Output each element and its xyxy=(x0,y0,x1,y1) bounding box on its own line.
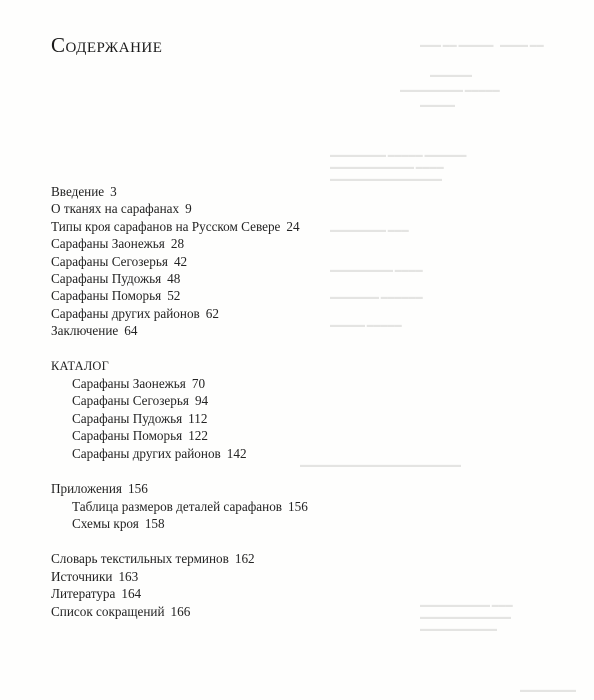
entry-page: 94 xyxy=(194,393,209,409)
entry-page: 156 xyxy=(128,481,148,497)
entry-page: 163 xyxy=(118,568,139,584)
entry-label: Сарафаны Пудожья xyxy=(72,410,183,426)
show-through: ▬▬▬▬▬ ▬▬▬▬▬ xyxy=(330,321,402,329)
entry-page: 48 xyxy=(167,271,181,287)
entry-label: Сарафаны Сегозерья xyxy=(51,253,168,269)
entry-label: Сарафаны Заонежья xyxy=(51,236,165,252)
toc-entry[interactable] xyxy=(51,270,308,287)
show-through: ▬▬▬▬▬▬▬ ▬▬▬▬▬▬ xyxy=(330,293,423,301)
entry-page: 158 xyxy=(144,515,165,531)
toc-entry[interactable] xyxy=(51,515,308,532)
toc-end-group xyxy=(51,550,308,620)
toc-entry[interactable] xyxy=(51,375,308,392)
toc-entry[interactable] xyxy=(51,585,308,602)
entry-page: 70 xyxy=(191,376,206,392)
entry-page: 142 xyxy=(226,445,247,461)
entry-label: Сарафаны Поморья xyxy=(51,288,162,304)
toc-section-heading[interactable]: КАТАЛОГ xyxy=(51,358,109,373)
show-through: ▬▬▬▬▬▬▬▬▬▬▬▬▬ xyxy=(420,613,511,621)
toc-entry[interactable] xyxy=(51,603,308,620)
show-through: ▬▬▬▬▬▬▬▬▬▬▬▬ ▬▬▬▬ xyxy=(330,163,444,171)
toc-entry[interactable] xyxy=(51,568,308,585)
entry-label: Сарафаны Пудожья xyxy=(51,271,162,287)
toc-entry[interactable] xyxy=(51,183,308,200)
entry-label: Словарь текстильных терминов xyxy=(51,551,229,567)
entry-label: Источники xyxy=(51,568,113,584)
toc-entry[interactable] xyxy=(51,322,308,339)
toc-entry[interactable] xyxy=(51,287,308,304)
section-gap xyxy=(51,340,308,358)
toc-entry[interactable] xyxy=(51,200,308,217)
toc-entry[interactable] xyxy=(51,305,308,322)
entry-label: Сарафаны Сегозерья xyxy=(72,393,189,409)
toc-entry[interactable] xyxy=(51,218,308,235)
entry-label: Сарафаны Заонежья xyxy=(72,376,186,392)
entry-label: Типы кроя сарафанов на Русском Севере xyxy=(51,218,281,234)
toc-entry[interactable] xyxy=(51,550,308,567)
entry-page: 162 xyxy=(234,551,255,567)
entry-label: Схемы кроя xyxy=(72,515,139,531)
entry-page: 42 xyxy=(173,253,188,269)
entry-page: 24 xyxy=(286,218,300,234)
toc-main-group xyxy=(51,183,308,340)
toc-entry[interactable] xyxy=(51,445,308,462)
entry-page: 28 xyxy=(170,236,185,252)
page-title: Содержание xyxy=(51,33,163,57)
show-through: ▬▬▬▬▬▬▬▬▬▬ ▬▬▬ xyxy=(420,601,513,609)
entry-label: Список сокращений xyxy=(51,603,165,619)
show-through: ▬▬▬▬▬▬ xyxy=(430,71,472,79)
toc-entry[interactable] xyxy=(51,235,308,252)
toc-entry[interactable] xyxy=(51,427,308,444)
table-of-contents xyxy=(51,183,308,620)
entry-label: Сарафаны Поморья xyxy=(72,428,183,444)
entry-page: 166 xyxy=(170,603,191,619)
entry-page: 9 xyxy=(185,201,192,217)
entry-label: Таблица размеров деталей сарафанов xyxy=(72,498,283,514)
entry-page: 122 xyxy=(188,428,208,444)
entry-label: О тканях на сарафанах xyxy=(51,201,180,217)
show-through: ▬▬▬▬▬▬▬▬▬▬▬▬▬▬▬▬ xyxy=(330,175,442,183)
show-through: ▬▬▬▬▬▬▬▬ xyxy=(520,686,576,694)
entry-label: Приложения xyxy=(51,481,122,497)
entry-label: Заключение xyxy=(51,323,119,339)
show-through: ▬▬▬▬▬▬▬▬ ▬▬▬ xyxy=(330,226,409,234)
entry-page: 164 xyxy=(121,586,142,602)
entry-page: 3 xyxy=(110,184,117,199)
toc-entry[interactable] xyxy=(51,410,308,427)
toc-catalog-group xyxy=(51,358,308,462)
show-through: ▬▬▬▬ ▬▬ xyxy=(500,41,544,49)
entry-label: Литература xyxy=(51,586,116,602)
toc-entry[interactable] xyxy=(51,392,308,409)
entry-page: 64 xyxy=(124,323,138,339)
entry-label: Сарафаны других районов xyxy=(51,305,200,321)
toc-entry[interactable] xyxy=(51,498,308,515)
toc-entry[interactable] xyxy=(51,253,308,270)
entry-label: Введение xyxy=(51,184,105,199)
show-through: ▬▬▬▬▬▬▬▬ ▬▬▬▬▬ ▬▬▬▬▬▬ xyxy=(330,151,467,159)
entry-label: Сарафаны других районов xyxy=(72,445,221,461)
entry-page: 156 xyxy=(288,498,308,514)
section-gap xyxy=(51,532,308,550)
entry-page: 52 xyxy=(167,288,181,304)
entry-page: 62 xyxy=(205,305,219,321)
show-through: ▬▬▬▬▬▬▬▬▬ ▬▬▬▬ xyxy=(330,266,423,274)
section-gap xyxy=(51,462,308,480)
toc-appendix-group xyxy=(51,480,308,532)
show-through: ▬▬▬▬▬▬▬▬▬▬▬ xyxy=(420,625,497,633)
show-through: ▬▬▬ ▬▬ ▬▬▬▬▬ xyxy=(420,41,494,49)
toc-section-heading[interactable] xyxy=(51,480,308,497)
show-through: ▬▬▬▬▬ xyxy=(420,101,455,109)
entry-page: 112 xyxy=(188,410,208,426)
show-through: ▬▬▬▬▬▬▬▬▬▬▬▬▬▬▬▬▬▬▬▬▬▬▬ xyxy=(300,461,461,469)
show-through: ▬▬▬▬▬▬▬▬▬ ▬▬▬▬▬ xyxy=(400,86,500,94)
